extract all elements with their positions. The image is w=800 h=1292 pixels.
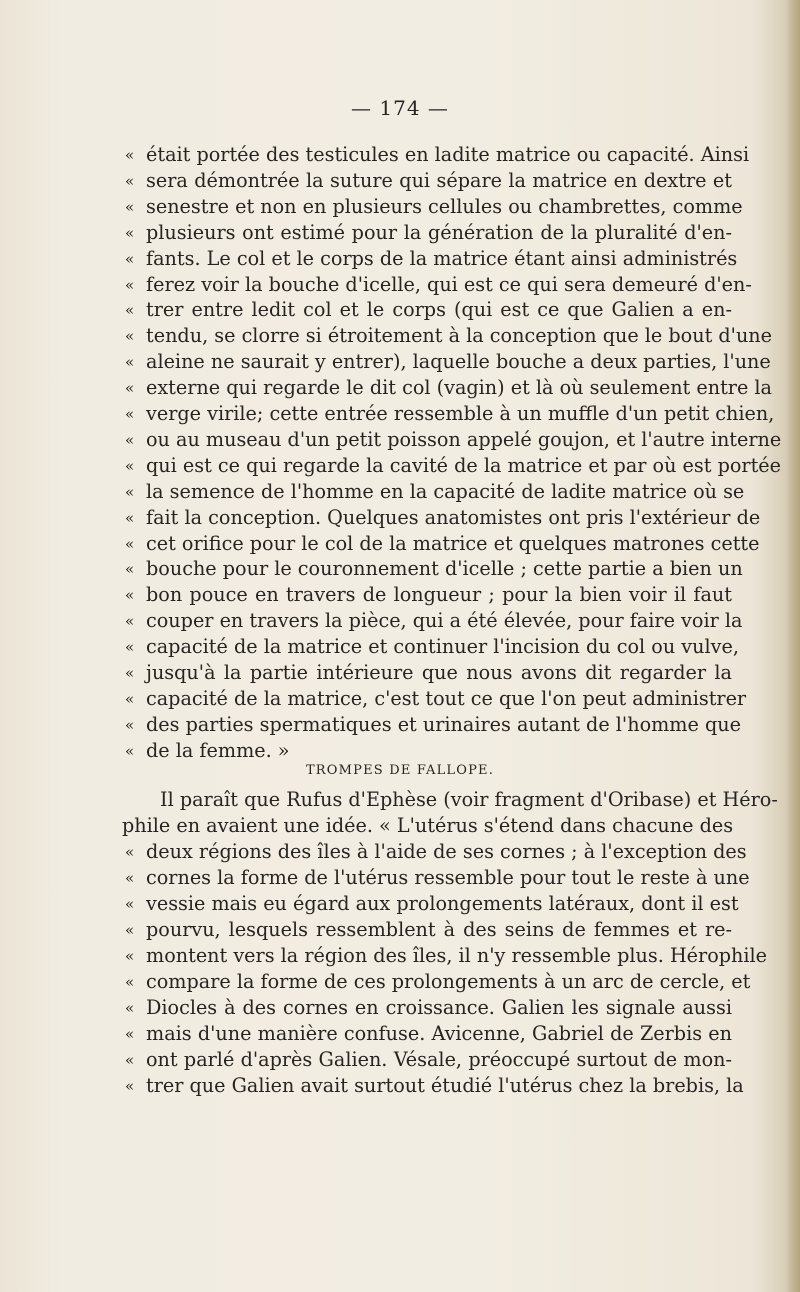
quote-mark: « — [125, 921, 135, 939]
text-line: cet orifice pour le col de la matrice et quelques matrones cette — [146, 531, 760, 555]
text-line: mais d'une manière confuse. Avicenne, Gabriel de Zerbis en — [146, 1022, 732, 1045]
quote-mark: « — [125, 171, 135, 190]
text-line: deux régions des îles à l'aide de ses cornes ; à l'exception des — [146, 840, 747, 863]
quote-mark: « — [125, 249, 135, 268]
text-line: vessie mais eu égard aux prolongements latéraux, dont il est — [146, 892, 739, 915]
quote-mark: « — [125, 560, 135, 579]
text-line: de la femme. » — [146, 738, 290, 762]
text-line: Diocles à des cornes en croissance. Galien les signale aussi — [146, 996, 732, 1019]
text-line: ou au museau d'un petit poisson appelé goujon, et l'autre interne — [146, 427, 782, 451]
text-line: senestre et non en plusieurs cellules ou chambrettes, comme — [146, 194, 743, 218]
quote-mark: « — [125, 586, 135, 605]
quote-mark: « — [125, 1025, 135, 1043]
quote-mark: « — [125, 715, 135, 734]
quote-mark: « — [125, 638, 135, 657]
quote-mark: « — [125, 869, 135, 887]
text-line: ferez voir la bouche d'icelle, qui est ce qui sera demeuré d'en- — [146, 272, 752, 296]
quote-mark: « — [125, 482, 135, 501]
text-line: ont parlé d'après Galien. Vésale, préoccupé surtout de mon- — [146, 1048, 732, 1071]
quote-mark: « — [125, 1077, 135, 1095]
quote-mark: « — [125, 534, 135, 553]
quote-mark: « — [125, 197, 135, 216]
text-line: couper en travers la pièce, qui a été élevée, pour faire voir la — [146, 609, 743, 633]
quote-mark: « — [125, 999, 135, 1017]
text-line: la semence de l'homme en la capacité de ladite matrice où se — [146, 479, 745, 503]
quote-mark: « — [125, 1051, 135, 1069]
text-line: qui est ce qui regarde la cavité de la matrice et par où est portée — [146, 453, 781, 477]
quote-mark: « — [125, 947, 135, 965]
text-line: capacité de la matrice et continuer l'incision du col ou vulve, — [146, 635, 739, 659]
quote-mark: « — [125, 741, 135, 760]
quote-mark: « — [125, 895, 135, 913]
quote-mark: « — [125, 146, 135, 164]
quote-mark: « — [125, 353, 135, 372]
text-line: capacité de la matrice, c'est tout ce que l'on peut administrer — [146, 686, 747, 710]
text-line: jusqu'à la partie intérieure que nous avons dit regarder la — [146, 661, 732, 684]
text-line: trer que Galien avait surtout étudié l'utérus chez la brebis, la — [146, 1074, 744, 1097]
text-line: pourvu, lesquels ressemblent à des seins de femmes et re- — [146, 918, 732, 941]
quote-mark: « — [125, 275, 135, 294]
quote-mark: « — [125, 664, 135, 682]
text-line: cornes la forme de l'utérus ressemble pour tout le reste à une — [146, 866, 750, 889]
text-line: fait la conception. Quelques anatomistes ont pris l'extérieur de — [146, 505, 761, 529]
page-edge-shadow — [786, 0, 800, 1292]
text-line: fants. Le col et le corps de la matrice étant ainsi administrés — [146, 246, 738, 270]
quote-mark: « — [125, 973, 135, 991]
text-line: bouche pour le couronnement d'icelle ; cette partie a bien un — [146, 557, 743, 581]
text-line: plusieurs ont estimé pour la génération de la pluralité d'en- — [146, 220, 732, 244]
text-line: des parties spermatiques et urinaires autant de l'homme que — [146, 712, 741, 736]
text-line: était portée des testicules en ladite matrice ou capacité. Ainsi — [146, 143, 750, 166]
text-line: aleine ne saurait y entrer), laquelle bouche a deux parties, l'une — [146, 350, 771, 374]
section-heading: TROMPES DE FALLOPE. — [305, 763, 495, 778]
text-line: verge virile; cette entrée ressemble à un muffle d'un petit chien, — [146, 402, 775, 425]
paragraph-first-line: Il paraît que Rufus d'Ephèse (voir fragment d'Oribase) et Héro- — [160, 788, 778, 811]
quote-mark: « — [125, 223, 135, 242]
paragraph-line: phile en avaient une idée. « L'utérus s'étend dans chacune des — [122, 814, 734, 837]
quote-mark: « — [125, 689, 135, 708]
quote-mark: « — [125, 456, 135, 475]
text-line: tendu, se clorre si étroitement à la conception que le bout d'une — [146, 324, 773, 348]
quote-mark: « — [125, 379, 135, 398]
quote-mark: « — [125, 405, 135, 423]
text-line: trer entre ledit col et le corps (qui est ce que Galien a en- — [146, 298, 732, 322]
text-line: bon pouce en travers de longueur ; pour la bien voir il faut — [146, 583, 732, 607]
text-line: compare la forme de ces prolongements à un arc de cercle, et — [146, 970, 751, 993]
text-line: sera démontrée la suture qui sépare la matrice en dextre et — [146, 168, 732, 192]
quote-mark: « — [125, 301, 135, 320]
text-line: externe qui regarde le dit col (vagin) et là où seulement entre la — [146, 376, 772, 400]
quote-mark: « — [125, 508, 135, 527]
quote-mark: « — [125, 327, 135, 346]
page-number: — 174 — — [351, 96, 449, 120]
quote-mark: « — [125, 612, 135, 631]
text-line: montent vers la région des îles, il n'y ressemble plus. Hérophile — [146, 944, 768, 967]
quote-mark: « — [125, 843, 135, 861]
quote-mark: « — [125, 430, 135, 449]
